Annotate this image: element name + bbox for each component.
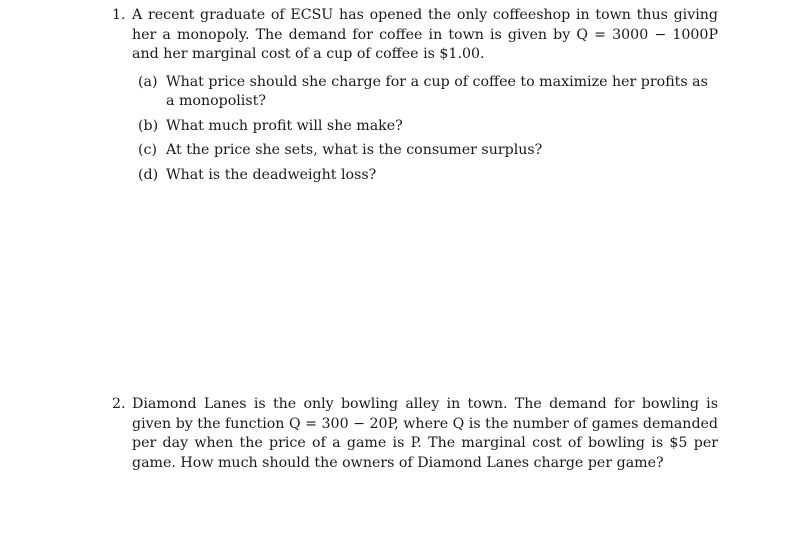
part-d-label: (d) — [138, 166, 159, 183]
problem-1-parts — [138, 73, 718, 186]
part-c-label: (c) — [138, 142, 158, 158]
problem-1-text: A recent graduate of ECSU has opened the only coffeeshop in town thus giving her a monopoly. The demand for coffee in town is given by Q = 3000 − 1000P and her marginal cost of a cup of coffee is $1.00. — [132, 7, 718, 62]
problem-1-part-d — [138, 166, 718, 186]
problem-2-text: Diamond Lanes is the only bowling alley in town. The demand for bowling is given by the function Q = 300 − 20P, where Q is the number of games demanded per day when the price of a game is P. The marginal cost of bowling is $5 per game. How much should the owners of Diamond Lanes charge per game? — [132, 396, 718, 471]
part-b-text: What much profit will she make? — [166, 117, 403, 134]
part-a-text: What price should she charge for a cup of coffee to maximize her profits as a monopolist? — [166, 73, 708, 109]
problem-1-part-c — [138, 141, 718, 161]
problem-1-part-b — [138, 117, 718, 137]
part-c-text: At the price she sets, what is the consumer surplus? — [166, 142, 543, 158]
problem-2-number: 2. — [112, 396, 126, 412]
part-d-text: What is the deadweight loss? — [166, 166, 377, 183]
part-a-label: (a) — [138, 73, 158, 90]
problem-1 — [112, 6, 718, 190]
problem-2 — [112, 395, 718, 473]
problem-1-part-a — [138, 73, 718, 112]
part-b-label: (b) — [138, 117, 159, 134]
problem-1-number: 1. — [112, 7, 126, 23]
